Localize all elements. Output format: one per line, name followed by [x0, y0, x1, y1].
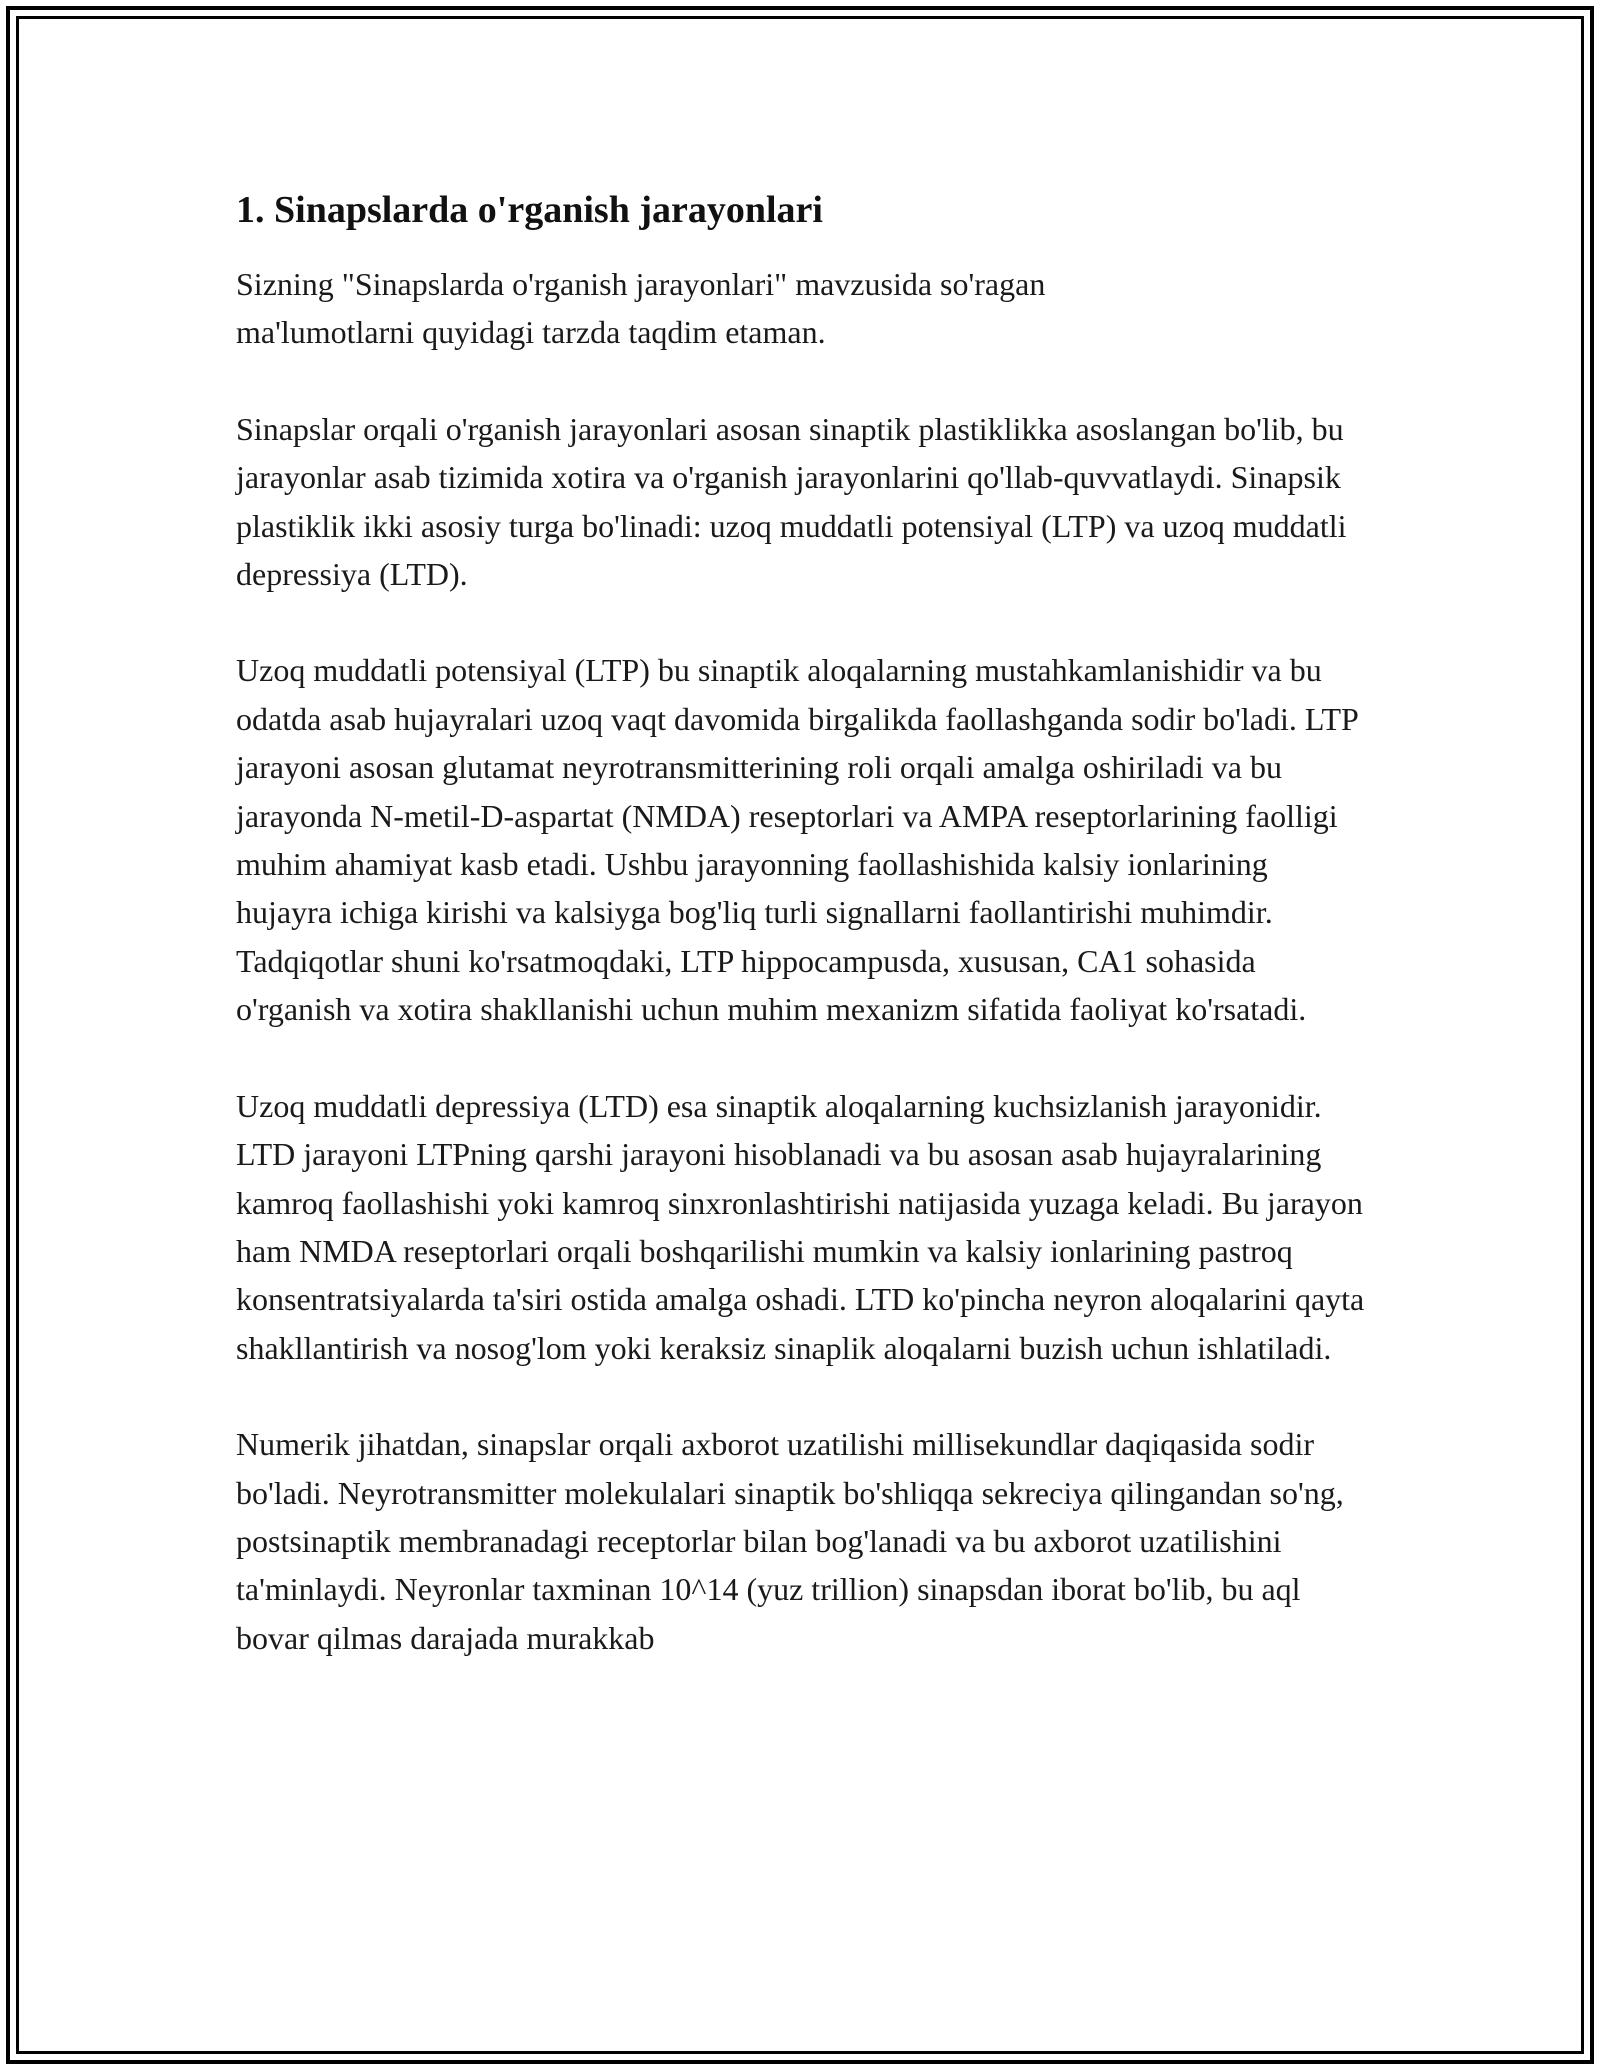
paragraph-intro: Sizning "Sinapslarda o'rganish jarayonlari" mavzusida so'ragan ma'lumotlarni quyidagi tarzda taqdim etaman. [236, 266, 1046, 351]
paragraph-ltp: Uzoq muddatli potensiyal (LTP) bu sinaptik aloqalarning mustahkamlanishidir va bu odatda asab hujayralari uzoq vaqt davomida birgalikda faollashganda sodir bo'ladi. LTP jarayoni asosan glutamat neyrotransmitterining roli orqali amalga oshiriladi va bu jarayonda N-metil-D-aspartat (NMDA) reseptorlari va AMPA reseptorlarining faolligi muhim ahamiyat kasb etadi. Ushbu jarayonning faollashishida kalsiy ionlarining hujayra ichiga kirishi va kalsiyga bog'liq turli signallarni faollantirishi muhimdir. Tadqiqotlar shuni ko'rsatmoqdaki, LTP hippocampusda, xususan, CA1 sohasida o'rganish va xotira shakllanishi uchun muhim mexanizm sifatida faoliyat ko'rsatadi. [236, 652, 1358, 1028]
section-title: 1. Sinapslarda o'rganish jarayonlari [236, 189, 823, 231]
paragraph-numeric: Numerik jihatdan, sinapslar orqali axborot uzatilishi millisekundlar daqiqasida sodir bo'ladi. Neyrotransmitter molekulalari sinaptik bo'shliqqa sekreciya qilingandan so'ng, postsinaptik membranadagi receptorlar bilan bog'lanadi va bu axborot uzatilishini ta'minlaydi. Neyronlar taxminan 10^14 (yuz trillion) sinapsdan iborat bo'lib, bu aql bovar qilmas darajada murakkab [236, 1426, 1344, 1656]
paragraph-synaptic-plasticity: Sinapslar orqali o'rganish jarayonlari asosan sinaptik plastiklikka asoslangan bo'lib, bu jarayonlar asab tizimida xotira va o'rganish jarayonlarini qo'llab-quvvatlaydi. Sinapsik plastiklik ikki asosiy turga bo'linadi: uzoq muddatli potensiyal (LTP) va uzoq muddatli depressiya (LTD). [236, 410, 1347, 593]
paragraph-ltd: Uzoq muddatli depressiya (LTD) esa sinaptik aloqalarning kuchsizlanish jarayonidir. LTD jarayoni LTPning qarshi jarayoni hisoblanadi va bu asosan asab hujayralarining kamroq faollashishi yoki kamroq sinxronlashtirishi natijasida yuzaga keladi. Bu jarayon ham NMDA reseptorlari orqali boshqarilishi mumkin va kalsiy ionlarining pastroq konsentratsiyalarda ta'siri ostida amalga oshadi. LTD ko'pincha neyron aloqalarini qayta shakllantirish va nosog'lom yoki keraksiz sinaplik aloqalarni buzish uchun ishlatiladi. [236, 1087, 1365, 1366]
document-body [236, 186, 1366, 1710]
